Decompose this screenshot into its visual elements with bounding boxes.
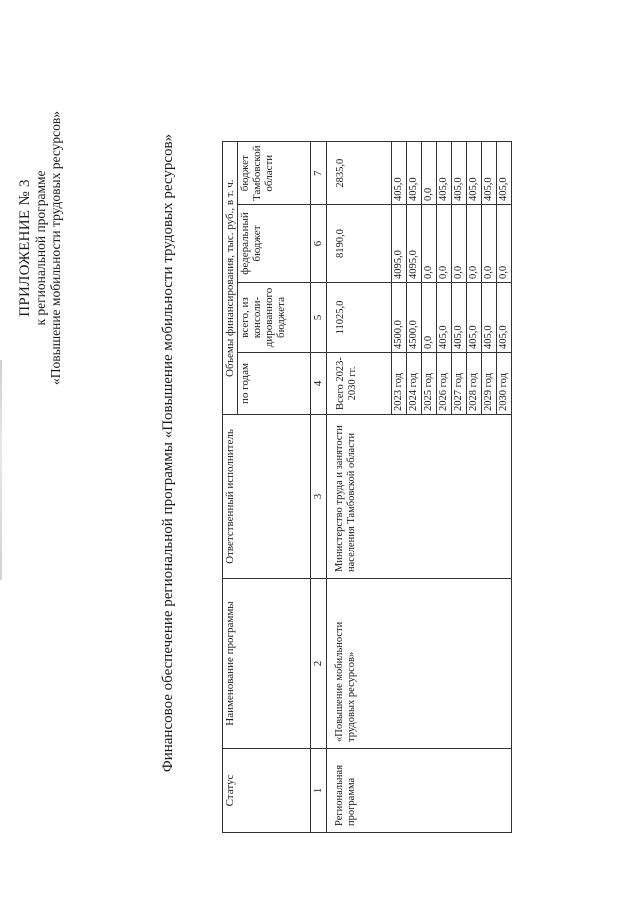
- header-federal: федеральный бюджет: [238, 205, 311, 283]
- column-number: 4: [311, 353, 327, 415]
- year-regional-cell: 405,0: [437, 142, 452, 205]
- year-cell: 2027 год: [452, 353, 467, 415]
- program-name-cell: «Повышение мобильности трудовых ресурсов»: [327, 579, 512, 749]
- status-cell: Региональная программа: [327, 749, 512, 833]
- column-number: 6: [311, 205, 327, 283]
- header-total: всего, из консоли-дированного бюджета: [238, 283, 311, 353]
- year-federal-cell: 4095,0: [392, 205, 407, 283]
- header-status: Статус: [223, 749, 311, 833]
- appendix-number: ПРИЛОЖЕНИЕ № 3: [17, 179, 33, 317]
- header-executor: Ответственный исполнитель: [223, 415, 311, 579]
- year-regional-cell: 405,0: [467, 142, 482, 205]
- header-regional: бюджет Тамбовской области: [238, 142, 311, 205]
- total-federal-cell: 8190,0: [327, 205, 392, 283]
- year-total-cell: 405,0: [437, 283, 452, 353]
- column-number: 1: [311, 749, 327, 833]
- appendix-header: [18, 111, 63, 385]
- column-number: 3: [311, 415, 327, 579]
- total-period-cell: Всего 2023-2030 гг.: [327, 353, 392, 415]
- year-federal-cell: 0,0: [437, 205, 452, 283]
- appendix-subtitle: к региональной программе: [33, 170, 48, 326]
- table-header-row: [223, 142, 238, 833]
- column-number-row: [311, 142, 327, 833]
- year-cell: 2025 год: [422, 353, 437, 415]
- year-total-cell: 405,0: [497, 283, 512, 353]
- year-regional-cell: 405,0: [452, 142, 467, 205]
- year-regional-cell: 405,0: [497, 142, 512, 205]
- year-federal-cell: 0,0: [497, 205, 512, 283]
- year-cell: 2026 год: [437, 353, 452, 415]
- year-federal-cell: 4095,0: [407, 205, 422, 283]
- year-total-cell: 4500,0: [392, 283, 407, 353]
- rotated-document-page: [10, 13, 630, 893]
- year-regional-cell: 405,0: [392, 142, 407, 205]
- scan-edge-artifact: [0, 360, 2, 580]
- total-regional-cell: 2835,0: [327, 142, 392, 205]
- financing-table: [222, 141, 512, 833]
- year-cell: 2023 год: [392, 353, 407, 415]
- year-federal-cell: 0,0: [482, 205, 497, 283]
- column-number: 2: [311, 579, 327, 749]
- year-total-cell: 0,0: [422, 283, 437, 353]
- year-total-cell: 4500,0: [407, 283, 422, 353]
- year-cell: 2028 год: [467, 353, 482, 415]
- column-number: 5: [311, 283, 327, 353]
- year-cell: 2024 год: [407, 353, 422, 415]
- year-federal-cell: 0,0: [467, 205, 482, 283]
- document-title: Финансовое обеспечение региональной программы «Повышение мобильности трудовых ресурсов»: [160, 133, 176, 773]
- header-by-years: по годам: [238, 353, 311, 415]
- table-total-row: [327, 142, 392, 833]
- year-total-cell: 405,0: [452, 283, 467, 353]
- header-program-name: Наименование программы: [223, 579, 311, 749]
- year-total-cell: 405,0: [482, 283, 497, 353]
- appendix-program-name: «Повышение мобильности трудовых ресурсов»: [48, 111, 63, 385]
- header-financing-group: Объемы финансирования, тыс. руб., в т. ч.: [223, 142, 238, 415]
- column-number: 7: [311, 142, 327, 205]
- year-regional-cell: 0,0: [422, 142, 437, 205]
- year-federal-cell: 0,0: [422, 205, 437, 283]
- total-sum-cell: 11025,0: [327, 283, 392, 353]
- year-total-cell: 405,0: [467, 283, 482, 353]
- executor-cell: Министерство труда и занятости населения Тамбовской области: [327, 415, 512, 579]
- year-cell: 2029 год: [482, 353, 497, 415]
- year-federal-cell: 0,0: [452, 205, 467, 283]
- year-regional-cell: 405,0: [407, 142, 422, 205]
- year-cell: 2030 год: [497, 353, 512, 415]
- year-regional-cell: 405,0: [482, 142, 497, 205]
